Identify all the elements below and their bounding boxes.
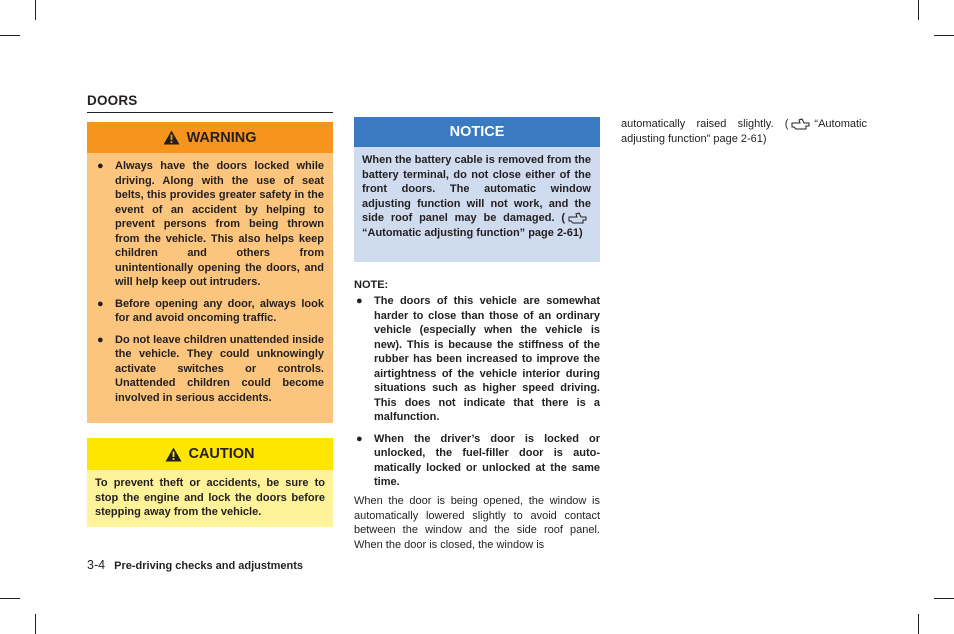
list-item — [95, 333, 324, 406]
crop-mark — [934, 598, 954, 599]
crop-mark — [918, 614, 919, 634]
bullet: ● — [97, 160, 104, 172]
warning-triangle-icon — [163, 130, 180, 145]
crop-mark — [918, 0, 919, 20]
section-title: DOORS — [87, 93, 333, 113]
body-text: automatically raised slightly. ( — [621, 118, 789, 130]
list-item — [95, 159, 324, 290]
crop-mark — [35, 0, 36, 20]
list-item — [354, 432, 600, 490]
note-item-text: When the driver’s door is locked or unlocked, the fuel-filler door is automatically locked or unlocked at the same time. — [374, 432, 600, 488]
bullet: ● — [97, 297, 104, 310]
body-paragraph-continued — [621, 117, 867, 146]
caution-title: CAUTION — [188, 446, 255, 462]
warning-body — [87, 153, 333, 423]
note-list — [354, 294, 600, 497]
caution-header — [87, 438, 333, 470]
crop-mark — [934, 35, 954, 36]
pointing-hand-icon — [568, 212, 588, 224]
body-reference[interactable]: “Automatic adjusting function” page 2-61) — [621, 118, 867, 145]
warning-title: WARNING — [186, 129, 257, 146]
bullet: ● — [356, 432, 363, 445]
warning-item-text: Do not leave children unattended inside the vehicle. They could unknowingly activate switches or controls. Unattended children could become involved in serious accidents. — [115, 333, 324, 404]
bullet: ● — [97, 333, 104, 346]
crop-mark — [35, 614, 36, 634]
bullet: ● — [356, 295, 363, 307]
warning-item-text: Always have the doors locked while driving. Along with the use of seat belts, this provides greater safety in the event of an accident by helping to prevent persons from being thrown from the vehicle. This also helps keep children and others from unintentionally opening the doors, and will help keep out intruders. — [115, 160, 324, 288]
notice-text: When the battery cable is removed from the battery terminal, do not close either of the front doors. The automatic window adjusting function will not work, and the side roof panel may be damaged. ( — [362, 154, 591, 224]
page-footer — [87, 558, 303, 572]
crop-mark — [0, 35, 20, 36]
crop-mark — [0, 598, 20, 599]
body-paragraph: When the door is being opened, the window is automatically lowered slightly to avoid contact between the window and the side roof panel. When the door is closed, the window is — [354, 495, 600, 551]
warning-item-text: Before opening any door, always look for and avoid oncoming traffic. — [115, 297, 324, 324]
warning-triangle-icon — [165, 447, 182, 462]
pointing-hand-icon — [791, 118, 811, 130]
note-item-text: The doors of this vehicle are somewhat harder to close than those of an ordinary vehicle (especially when the vehicle is new). This is because the stiffness of the rubber has been increased to improve the airtightness of the vehicle interior during situations such as higher speed driving. This does not indicate that there is a malfunction. — [374, 295, 600, 423]
list-item — [354, 294, 600, 425]
page-number: 3-4 — [87, 558, 106, 572]
warning-list — [95, 159, 324, 405]
note-label: NOTE: — [354, 279, 389, 291]
warning-header — [87, 122, 333, 153]
chapter-title: Pre-driving checks and adjustments — [114, 560, 304, 572]
notice-title: NOTICE — [449, 124, 505, 140]
notice-reference[interactable]: “Automatic adjusting function” page 2-61) — [362, 226, 583, 239]
caution-body: To prevent theft or accidents, be sure to stop the engine and lock the doors before stepping away from the vehicle. — [87, 470, 333, 527]
list-item — [95, 297, 324, 326]
notice-body — [354, 147, 600, 262]
notice-header — [354, 117, 600, 147]
